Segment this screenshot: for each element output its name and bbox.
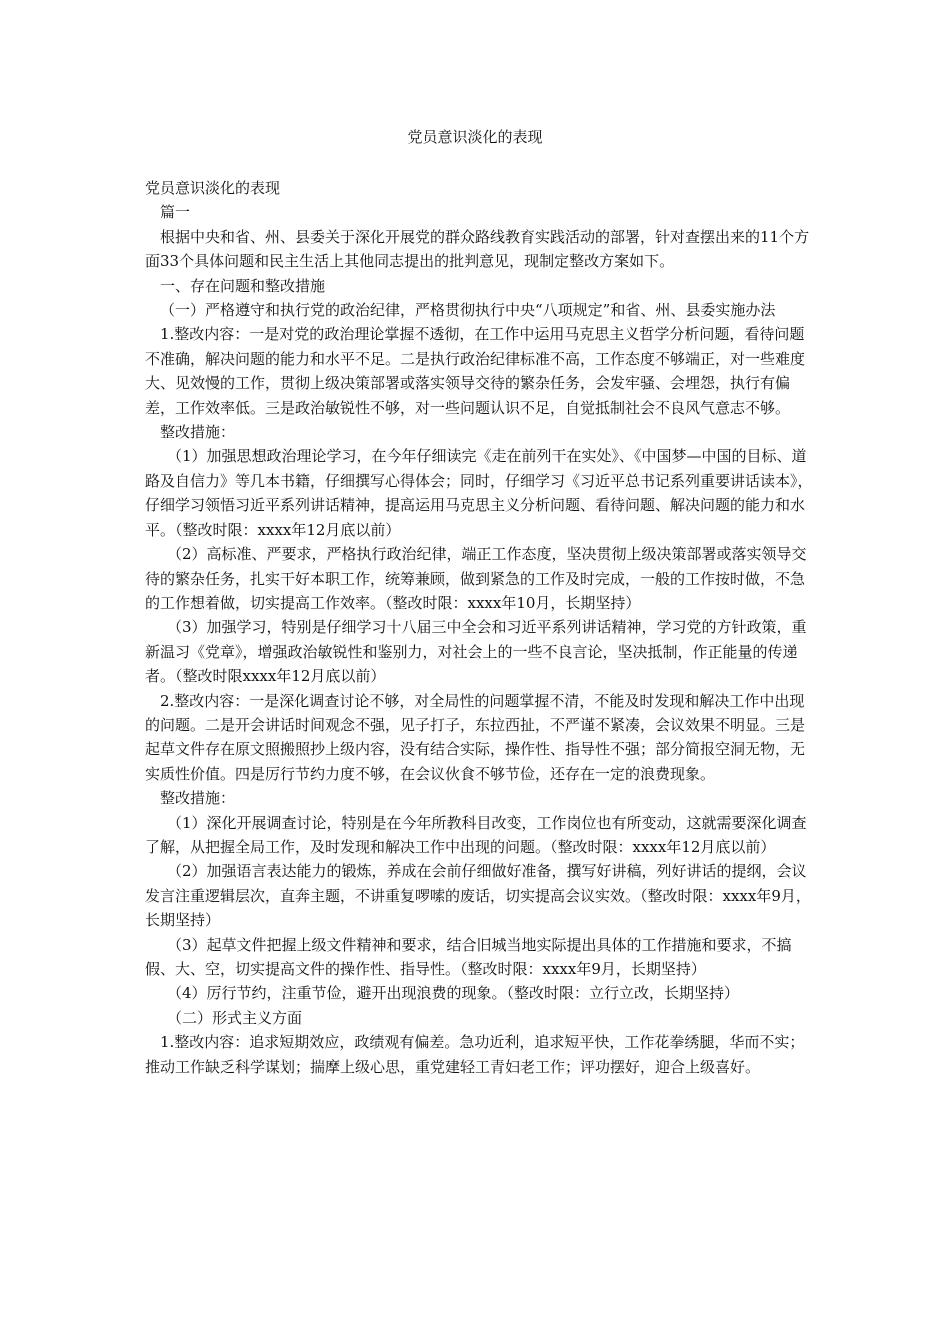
section-label: 篇一 (160, 203, 191, 222)
page-title: 党员意识淡化的表现 (407, 128, 543, 146)
paragraph: 根据中央和省、州、县委关于深化开展党的群众路线教育实践活动的部署，针对查摆出来的11个方面33个具体问题和民主生活上其他同志提出的批判意见，现制定整改方案如下。 (145, 227, 810, 271)
paragraph: （3）加强学习，特别是仔细学习十八届三中全会和习近平系列讲话精神，学习党的方针政策，重新温习《党章》，增强政治敏锐性和鉴别力，对社会上的一些不良言论，坚决抵制，作正能量的传递者。（整改时限xxxx年12月底以前） (145, 618, 807, 686)
paragraph: （3）起草文件把握上级文件精神和要求，结合旧城当地实际提出具体的工作措施和要求，不搞假、大、空，切实提高文件的操作性、指导性。（整改时限：xxxx年9月，长期坚持） (145, 935, 792, 978)
paragraph: （1）深化开展调查讨论，特别是在今年所教科目改变，工作岗位也有所变动，这就需要深化调查了解，从把握全局工作，及时发现和解决工作中出现的问题。（整改时限：xxxx年12月底以前） (145, 813, 807, 856)
measures-label: 整改措施： (160, 789, 236, 808)
paragraph: 2.整改内容：一是深化调查讨论不够，对全局性的问题掌握不清，不能及时发现和解决工作中出现的问题。二是开会讲话时间观念不强，见子打子，东拉西扯，不严谨不紧凑，会议效果不明显。三是起草文件存在原文照搬照抄上级内容，没有结合实际，操作性、指导性不强；部分简报空洞无物，无实质性价值。四是厉行节约力度不够，在会议伙食不够节俭，还存在一定的浪费现象。 (145, 691, 806, 783)
paragraph: （2）加强语言表达能力的锻炼，养成在会前仔细做好准备，撰写好讲稿，列好讲话的提纲，会议发言注重逻辑层次，直奔主题，不讲重复啰嗦的废话，切实提高会议实效。（整改时限：xxxx年9月，长期坚持） (145, 862, 811, 930)
document-body (145, 176, 813, 1079)
subsection-heading: （一）严格遵守和执行党的政治纪律，严格贯彻执行中央“八项规定”和省、州、县委实施办法 (160, 301, 776, 320)
paragraph: 1.整改内容：一是对党的政治理论掌握不透彻，在工作中运用马克思主义哲学分析问题，看待问题不准确，解决问题的能力和水平不足。二是执行政治纪律标准不高，工作态度不够端正，对一些难度大、见效慢的工作，贯彻上级决策部署或落实领导交待的繁杂任务，会发牢骚、会埋怨，执行有偏差，工作效率低。三是政治敏锐性不够，对一些问题认识不足，自觉抵制社会不良风气意志不够。 (145, 325, 806, 417)
paragraph: （2）高标准、严要求，严格执行政治纪律，端正工作态度，坚决贯彻上级决策部署或落实领导交待的繁杂任务，扎实干好本职工作，统筹兼顾，做到紧急的工作及时完成，一般的工作按时做，不急的工作想着做，切实提高工作效率。（整改时限：xxxx年10月，长期坚持） (145, 545, 807, 612)
document-heading: 党员意识淡化的表现 (145, 179, 281, 197)
subsection-heading: （二）形式主义方面 (167, 1008, 303, 1027)
measures-label: 整改措施： (160, 423, 236, 442)
paragraph: （1）加强思想政治理论学习，在今年仔细读完《走在前列干在实处》、《中国梦—中国的目标、道路及自信力》等几本书籍，仔细撰写心得体会；同时，仔细学习《习近平总书记系列重要讲话读本》，仔细学习领悟习近平系列讲话精神，提高运用马克思主义分析问题、看待问题、解决问题的能力和水平。（整改时限：xxxx年12月底以前） (145, 447, 813, 539)
paragraph: （4）厉行节约，注重节俭，避开出现浪费的现象。（整改时限：立行立改，长期坚持） (167, 984, 740, 1003)
section-heading: 一、存在问题和整改措施 (160, 276, 326, 295)
paragraph: 1.整改内容：追求短期效应，政绩观有偏差。急功近利，追求短平快，工作花拳绣腿，华而不实；推动工作缺乏科学谋划；揣摩上级心思，重党建轻工青妇老工作；评功摆好，迎合上级喜好。 (145, 1033, 805, 1076)
